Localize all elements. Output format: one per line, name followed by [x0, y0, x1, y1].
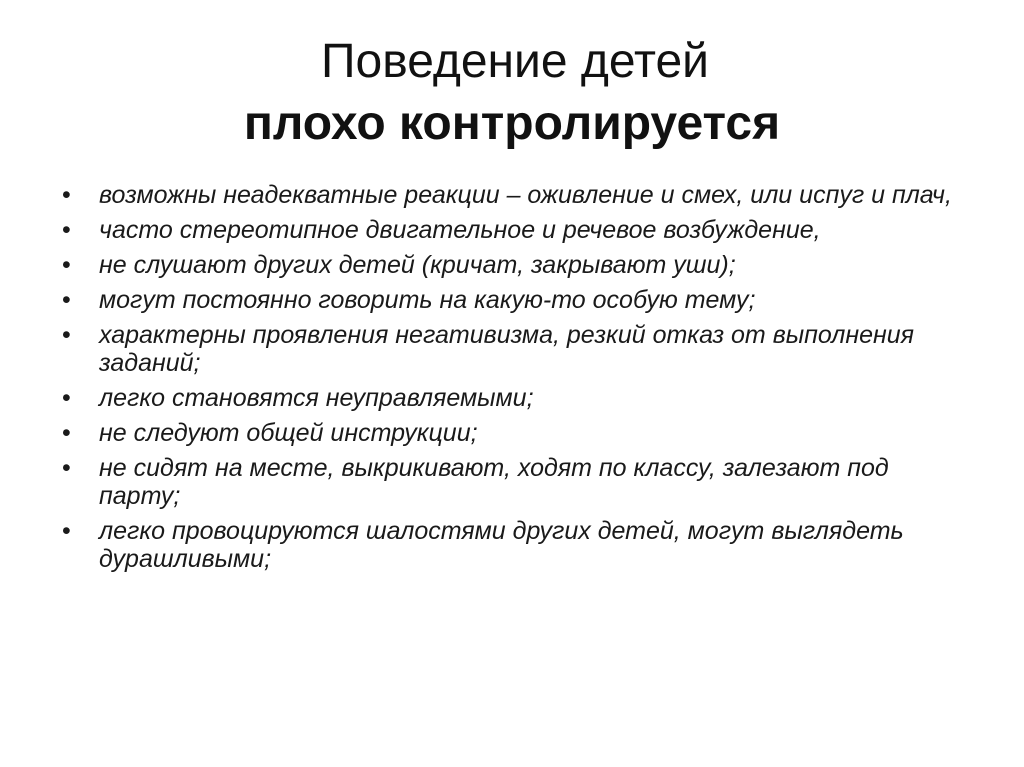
- bullet-marker: •: [62, 216, 71, 244]
- title-line-2: плохо контролируется: [243, 97, 781, 150]
- bullet-marker: •: [62, 517, 71, 545]
- bullet-item: [62, 419, 962, 447]
- bullet-text: не следуют общей инструкции;: [99, 419, 478, 447]
- bullet-marker: •: [62, 251, 71, 279]
- bullet-text: возможны неадекватные реакции – оживление и смех, или испуг и плач,: [99, 181, 952, 209]
- bullet-text: легко провоцируются шалостями других детей, могут выглядеть дурашливыми;: [99, 517, 904, 573]
- bullet-item: [62, 286, 962, 314]
- bullet-marker: •: [62, 181, 71, 209]
- bullet-marker: •: [62, 321, 71, 349]
- bullet-text: легко становятся неуправляемыми;: [99, 384, 534, 412]
- bullet-marker: •: [62, 419, 71, 447]
- bullet-item: [62, 384, 962, 412]
- bullet-text: не сидят на месте, выкрикивают, ходят по классу, залезают под парту;: [99, 454, 889, 510]
- bullet-item: [62, 216, 962, 244]
- slide-title: [0, 33, 1024, 153]
- bullet-text: часто стереотипное двигательное и речевое возбуждение,: [99, 216, 821, 244]
- bullet-item: [62, 321, 962, 377]
- bullet-list: [62, 181, 962, 580]
- bullet-item: [62, 517, 962, 573]
- bullet-marker: •: [62, 454, 71, 482]
- bullet-item: [62, 251, 962, 279]
- bullet-marker: •: [62, 384, 71, 412]
- bullet-text: могут постоянно говорить на какую-то особую тему;: [99, 286, 756, 314]
- bullet-item: [62, 454, 962, 510]
- bullet-text: характерны проявления негативизма, резкий отказ от выполнения заданий;: [99, 321, 915, 377]
- bullet-marker: •: [62, 286, 71, 314]
- bullet-text: не слушают других детей (кричат, закрывают уши);: [99, 251, 736, 279]
- title-line-1: Поведение детей: [321, 35, 709, 88]
- bullet-item: [62, 181, 962, 209]
